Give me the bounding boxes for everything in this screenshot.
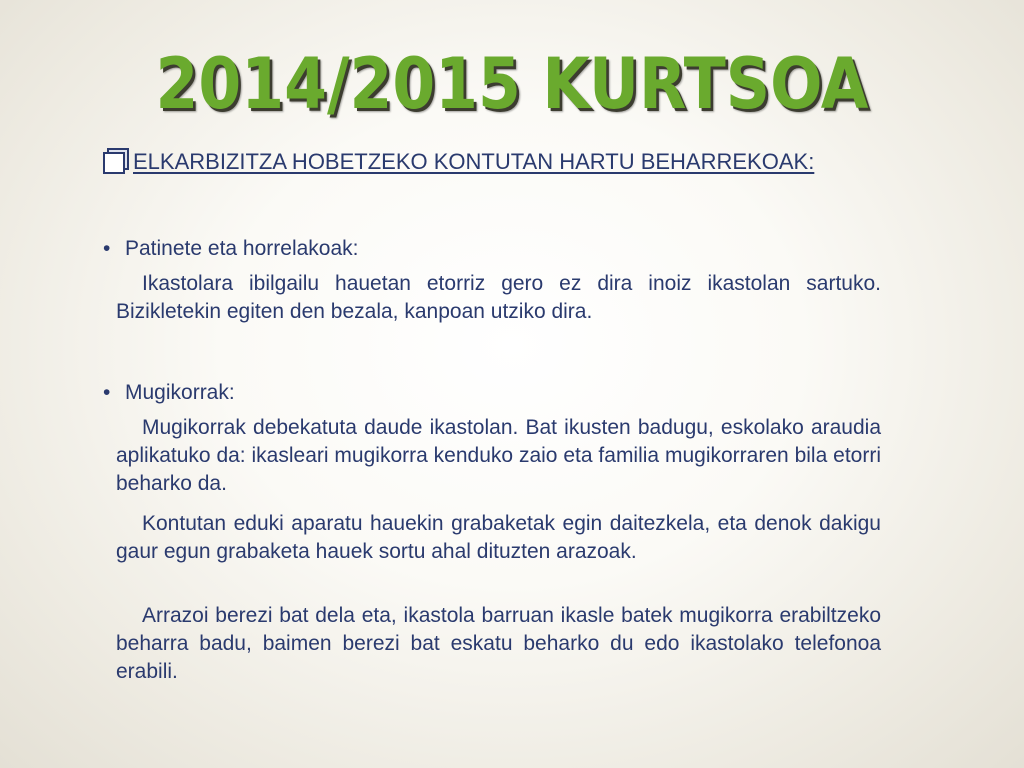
bullet-label: Patinete eta horrelakoak:: [125, 237, 359, 260]
section-heading-text: ELKARBIZITZA HOBETZEKO KONTUTAN HARTU BEHARREKOAK:: [133, 149, 815, 174]
checkbox-bullet-icon: [103, 148, 129, 172]
bullet-mugikorrak: [103, 380, 235, 406]
paragraph-mugikorrak-1: Mugikorrak debekatuta daude ikastolan. Bat ikusten badugu, eskolako araudia aplikatuko da: ikasleari mugikorra kenduko zaio eta familia mugikorraren bila etorri beharko da.: [116, 416, 881, 495]
bullet-dot-icon: •: [103, 237, 111, 260]
bullet-dot-icon: •: [103, 381, 111, 404]
bullet-label: Mugikorrak:: [125, 381, 235, 404]
bullet-patinete: [103, 236, 358, 262]
paragraph-mugikorrak-2: Kontutan eduki aparatu hauekin grabaketak egin daitezkela, eta denok dakigu gaur egun grabaketa hauek sortu ahal dituzten arazoak.: [116, 512, 881, 563]
slide-title: 2014/2015 KURTSOA: [155, 43, 869, 125]
paragraph-patinete: Ikastolara ibilgailu hauetan etorriz gero ez dira inoiz ikastolan sartuko. Bizikletekin egiten den bezala, kanpoan utziko dira.: [116, 272, 881, 323]
section-heading: [103, 148, 863, 176]
paragraph-mugikorrak-3: Arrazoi berezi bat dela eta, ikastola barruan ikasle batek mugikorra erabiltzeko beharra badu, baimen berezi bat eskatu beharko du edo ikastolako telefonoa erabili.: [116, 604, 881, 683]
